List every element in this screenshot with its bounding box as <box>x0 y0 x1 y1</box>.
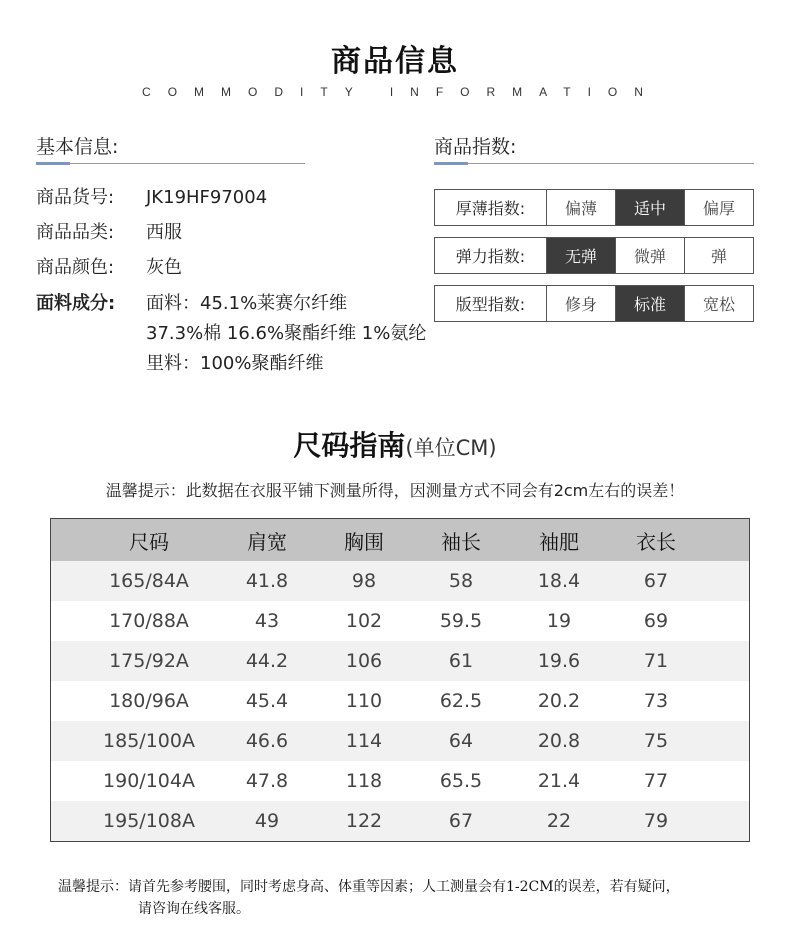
fit-index <box>434 285 754 322</box>
index-option: 偏薄 <box>547 190 616 225</box>
cell-length: 77 <box>643 770 669 792</box>
info-key: 面料成分: <box>36 293 116 314</box>
cell-size: 165/84A <box>109 570 189 592</box>
fabric-extra-line: 37.3%棉 16.6%聚酯纤维 1%氨纶 <box>146 323 427 344</box>
index-label: 弹力指数: <box>435 238 547 273</box>
cell-sleeve-width: 19.6 <box>537 650 581 672</box>
info-key: 商品颜色: <box>36 257 115 278</box>
table-header-row <box>51 519 749 561</box>
footer-note: 温馨提示：请首先参考腰围，同时考虑身高、体重等因素；人工测量会有1-2CM的误差，若有疑问， <box>58 879 680 895</box>
cell-shoulder: 46.6 <box>245 730 289 752</box>
index-option: 微弹 <box>616 238 685 273</box>
cell-shoulder: 45.4 <box>245 690 289 712</box>
index-info-heading: 商品指数: <box>434 136 517 158</box>
header-cell-chest: 胸围 <box>344 529 384 554</box>
footer-note-continued: 请咨询在线客服。 <box>138 901 250 917</box>
index-option-selected: 无弹 <box>547 238 616 273</box>
cell-chest: 106 <box>345 650 383 672</box>
info-value: 西服 <box>146 222 182 243</box>
cell-sleeve-width: 22 <box>546 810 572 832</box>
cell-chest: 122 <box>345 810 383 832</box>
info-value: 面料：45.1%莱赛尔纤维 <box>146 293 348 314</box>
cell-sleeve-length: 61 <box>448 650 474 672</box>
table-row <box>51 561 749 601</box>
header-cell-length: 衣长 <box>636 529 676 554</box>
cell-sleeve-length: 67 <box>448 810 474 832</box>
table-row <box>51 641 749 681</box>
cell-chest: 110 <box>345 690 383 712</box>
cell-size: 175/92A <box>109 650 189 672</box>
page-title: 商品信息 <box>331 44 459 79</box>
cell-chest: 98 <box>351 570 377 592</box>
cell-chest: 102 <box>345 610 383 632</box>
cell-length: 73 <box>643 690 669 712</box>
size-guide-unit: (单位CM) <box>405 436 497 460</box>
cell-length: 75 <box>643 730 669 752</box>
cell-shoulder: 43 <box>254 610 280 632</box>
header-cell-sleeve-length: 袖长 <box>441 529 481 554</box>
info-value: JK19HF97004 <box>146 187 268 208</box>
index-label: 版型指数: <box>435 286 547 321</box>
info-key: 商品货号: <box>36 187 115 208</box>
cell-sleeve-width: 19 <box>546 610 572 632</box>
index-info-accent <box>434 162 468 165</box>
cell-sleeve-width: 21.4 <box>537 770 581 792</box>
size-guide-tip: 温馨提示：此数据在衣服平铺下测量所得，因测量方式不同会有2cm左右的误差！ <box>105 481 685 500</box>
table-row <box>51 721 749 761</box>
table-row <box>51 601 749 641</box>
cell-shoulder: 47.8 <box>245 770 289 792</box>
header-cell-shoulder: 肩宽 <box>247 529 287 554</box>
size-guide-title <box>0 424 790 464</box>
cell-shoulder: 41.8 <box>245 570 289 592</box>
basic-info-heading: 基本信息: <box>36 136 119 158</box>
index-option: 弹 <box>710 247 727 266</box>
cell-length: 67 <box>643 570 669 592</box>
index-info-divider <box>434 163 754 164</box>
cell-sleeve-length: 64 <box>448 730 474 752</box>
info-value: 灰色 <box>146 257 182 278</box>
thickness-index <box>434 189 754 226</box>
cell-length: 69 <box>643 610 669 632</box>
table-row <box>51 681 749 721</box>
cell-shoulder: 44.2 <box>245 650 289 672</box>
page-subtitle: COMMODITY INFORMATION <box>142 85 660 99</box>
index-option-selected: 适中 <box>616 190 685 225</box>
cell-size: 180/96A <box>109 690 189 712</box>
header-cell-size: 尺码 <box>129 529 169 554</box>
cell-length: 71 <box>643 650 669 672</box>
index-label: 厚薄指数: <box>435 190 547 225</box>
info-row-category <box>36 220 182 246</box>
cell-shoulder: 49 <box>254 810 280 832</box>
elasticity-index <box>434 237 754 274</box>
index-option: 修身 <box>547 286 616 321</box>
info-row-fabric <box>36 291 347 317</box>
cell-sleeve-width: 20.2 <box>537 690 581 712</box>
table-row <box>51 761 749 801</box>
cell-chest: 118 <box>345 770 383 792</box>
basic-info-divider <box>36 163 305 164</box>
cell-size: 190/104A <box>103 770 195 792</box>
table-row <box>51 801 749 841</box>
cell-sleeve-length: 59.5 <box>439 610 483 632</box>
index-option: 宽松 <box>702 295 735 314</box>
basic-info-accent <box>36 162 70 165</box>
cell-size: 170/88A <box>109 610 189 632</box>
fabric-lining-line: 里料：100%聚酯纤维 <box>146 353 324 374</box>
size-guide-heading: 尺码指南 <box>293 429 406 462</box>
cell-sleeve-width: 18.4 <box>537 570 581 592</box>
cell-size: 185/100A <box>103 730 195 752</box>
index-option-selected: 标准 <box>616 286 685 321</box>
cell-length: 79 <box>643 810 669 832</box>
cell-size: 195/108A <box>103 810 195 832</box>
cell-sleeve-length: 58 <box>448 570 474 592</box>
cell-sleeve-width: 20.8 <box>537 730 581 752</box>
cell-sleeve-length: 65.5 <box>439 770 483 792</box>
cell-chest: 114 <box>345 730 383 752</box>
cell-sleeve-length: 62.5 <box>439 690 483 712</box>
size-table <box>50 518 750 842</box>
header-cell-sleeve-width: 袖肥 <box>539 529 579 554</box>
info-row-color <box>36 255 182 281</box>
index-option: 偏厚 <box>702 199 735 218</box>
info-row-sku <box>36 185 267 211</box>
info-key: 商品品类: <box>36 222 115 243</box>
